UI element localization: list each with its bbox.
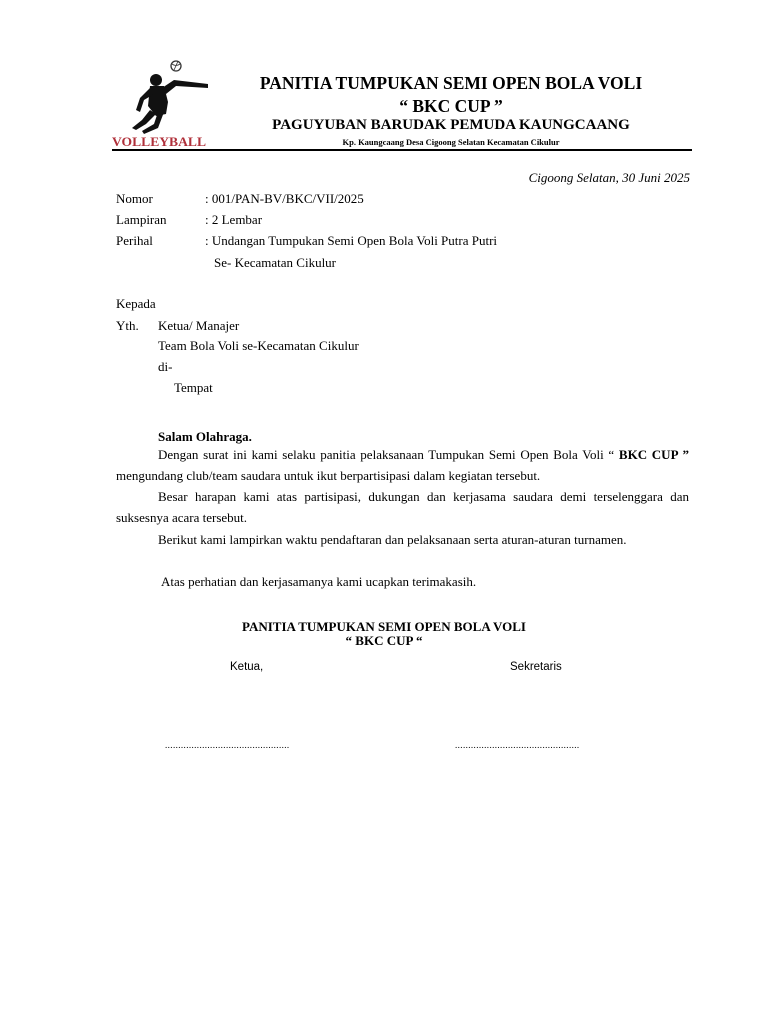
letterhead-organization: PAGUYUBAN BARUDAK PEMUDA KAUNGCAANG — [272, 117, 630, 133]
recipient-line-2: Team Bola Voli se-Kecamatan Cikulur — [158, 338, 359, 353]
ketua-label: Ketua, — [230, 661, 264, 673]
sekretaris-signature-line: ............................................... — [455, 740, 580, 750]
letterhead-title: PANITIA TUMPUKAN SEMI OPEN BOLA VOLI — [259, 73, 643, 93]
ketua-signature-line: ............................................... — [165, 740, 290, 750]
recipient-kepada: Kepada — [116, 296, 156, 311]
letter-date: Cigoong Selatan, 30 Juni 2025 — [528, 170, 690, 185]
lampiran-value: : 2 Lembar — [205, 212, 263, 227]
perihal-value: : Undangan Tumpukan Semi Open Bola Voli Putra Putri — [205, 233, 498, 248]
nomor-label: Nomor — [116, 191, 153, 206]
volleyball-logo — [110, 58, 210, 150]
lampiran-label: Lampiran — [116, 212, 167, 227]
recipient-line-3: di- — [158, 359, 173, 374]
paragraph-2: Besar harapan kami atas partisipasi, dukungan dan kerjasama saudara demi terselenggara dan suksesnya acara tersebut. — [116, 489, 689, 525]
player-silhouette-icon — [132, 74, 208, 134]
paragraph-1-event-name: BKC CUP ” — [618, 447, 690, 462]
paragraph-4: Atas perhatian dan kerjasamanya kami ucapkan terimakasih. — [161, 574, 477, 589]
closing-subtitle: “ BKC CUP “ — [345, 633, 423, 648]
paragraph-1-start: Dengan surat ini kami selaku panitia pelaksanaan Tumpukan Semi Open Bola Voli “ — [158, 447, 615, 462]
paragraph-1-rest: mengundang club/team saudara untuk ikut berpartisipasi dalam kegiatan tersebut. — [116, 468, 541, 483]
logo-wordmark: VOLLEYBALL — [112, 134, 207, 149]
recipient-yth: Yth. — [116, 318, 139, 333]
recipient-line-1: Ketua/ Manajer — [158, 318, 240, 333]
greeting: Salam Olahraga. — [158, 429, 252, 444]
paragraph-1 — [116, 444, 689, 486]
paragraph-3: Berikut kami lampirkan waktu pendaftaran dan pelaksanaan serta aturan-aturan turnamen. — [158, 532, 627, 547]
letterhead-subtitle: “ BKC CUP ” — [399, 96, 503, 116]
letterhead-divider — [112, 149, 692, 151]
recipient-line-4: Tempat — [174, 380, 213, 395]
perihal-value-continued: Se- Kecamatan Cikulur — [214, 255, 337, 270]
perihal-label: Perihal — [116, 233, 153, 248]
nomor-value: : 001/PAN-BV/BKC/VII/2025 — [205, 191, 364, 206]
sekretaris-label: Sekretaris — [510, 661, 562, 673]
closing-title: PANITIA TUMPUKAN SEMI OPEN BOLA VOLI — [242, 619, 526, 634]
letterhead-address: Kp. Kaungcaang Desa Cigoong Selatan Kecamatan Cikulur — [342, 137, 560, 147]
